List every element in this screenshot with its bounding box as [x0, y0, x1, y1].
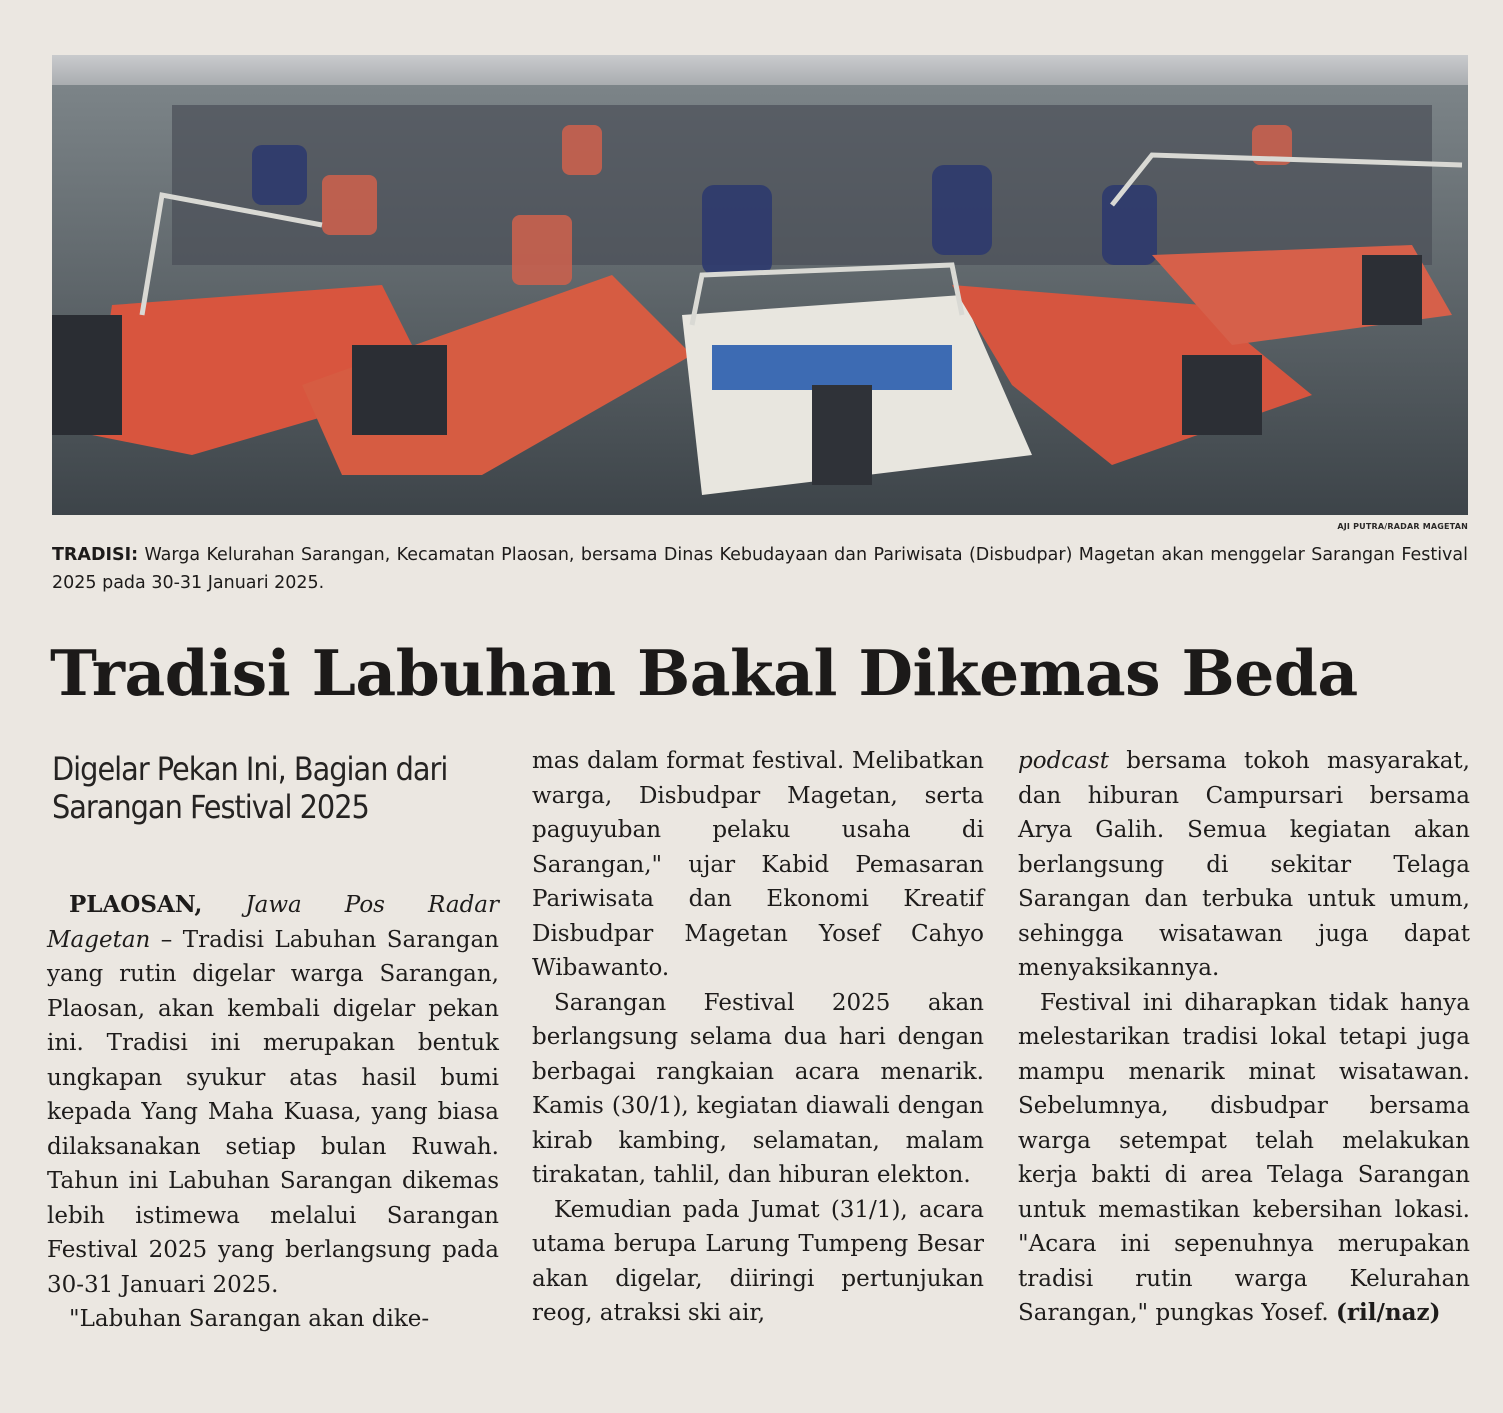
- photo-caption: [52, 541, 1468, 597]
- article-column-2: [532, 744, 984, 1331]
- paragraph-text: Festival ini diharapkan tidak hanya melestarikan tradisi lokal tetapi juga mampu menarik minat wisatawan. Sebelumnya, disbudpar bersama warga setempat telah melakukan kerja bakti di area Telaga Sarangan untuk memastikan kebersihan lokasi. "Acara ini sepenuhnya merupakan tradisi rutin warga Kelurahan Sarangan," pungkas Yosef.: [1018, 989, 1470, 1326]
- paragraph-text: mas dalam format festival. Melibatkan warga, Disbudpar Magetan, serta paguyuban pelaku usaha di Sarangan," ujar Kabid Pemasaran Pariwisata dan Ekonomi Kreatif Disbudpar Magetan Yosef Cahyo Wibawanto.: [532, 748, 984, 981]
- source: Jawa Pos Radar Magetan: [47, 892, 500, 953]
- article-paragraph: [532, 744, 984, 986]
- article-paragraph: [532, 1193, 984, 1331]
- italic-term: podcast: [1018, 748, 1109, 774]
- article-column-1: [47, 888, 499, 1337]
- dateline: PLAOSAN,: [69, 891, 203, 918]
- article-paragraph: [1018, 986, 1470, 1331]
- paragraph-text: bersama tokoh masyarakat, dan hiburan Campursari bersama Arya Galih. Semua kegiatan akan berlangsung di sekitar Telaga Sarangan dan terbuka untuk umum, sehingga wisatawan juga dapat menyaksikannya.: [1018, 748, 1470, 981]
- article-paragraph: [47, 888, 499, 1302]
- article-paragraph: [532, 986, 984, 1193]
- paragraph-text: Kemudian pada Jumat (31/1), acara utama berupa Larung Tumpeng Besar akan digelar, diiringi pertunjukan reog, atraksi ski air,: [532, 1196, 984, 1326]
- caption-text: Warga Kelurahan Sarangan, Kecamatan Plaosan, bersama Dinas Kebudayaan dan Pariwisata (Disbudpar) Magetan akan menggelar Sarangan Festival 2025 pada 30-31 Januari 2025.: [52, 545, 1468, 593]
- article-paragraph: [47, 1302, 499, 1337]
- paragraph-text: "Labuhan Sarangan akan dike-: [69, 1306, 430, 1332]
- signature: (ril/naz): [1336, 1299, 1441, 1326]
- headline: Tradisi Labuhan Bakal Dikemas Beda: [50, 636, 1358, 710]
- paragraph-text: – Tradisi Labuhan Sarangan yang rutin digelar warga Sarangan, Plaosan, akan kembali digelar pekan ini. Tradisi ini merupakan bentuk ungkapan syukur atas hasil bumi kepada Yang Maha Kuasa, yang biasa dilaksanakan setiap bulan Ruwah. Tahun ini Labuhan Sarangan dikemas lebih istimewa melalui Sarangan Festival 2025 yang berlangsung pada 30-31 Januari 2025.: [47, 926, 499, 1298]
- photo-boats-on-lake-icon: [52, 55, 1468, 515]
- paragraph-text: Sarangan Festival 2025 akan berlangsung selama dua hari dengan berbagai rangkaian acara menarik. Kamis (30/1), kegiatan diawali dengan kirab kambing, selamatan, malam tirakatan, tahlil, dan hiburan elekton.: [532, 989, 984, 1188]
- photo-credit: AJI PUTRA/RADAR MAGETAN: [1337, 522, 1468, 531]
- subheadline: Digelar Pekan Ini, Bagian dari Sarangan Festival 2025: [52, 750, 448, 826]
- article-paragraph: [1018, 744, 1470, 986]
- article-column-3: [1018, 744, 1470, 1331]
- news-photo: [52, 55, 1468, 515]
- caption-lead: TRADISI:: [52, 545, 139, 565]
